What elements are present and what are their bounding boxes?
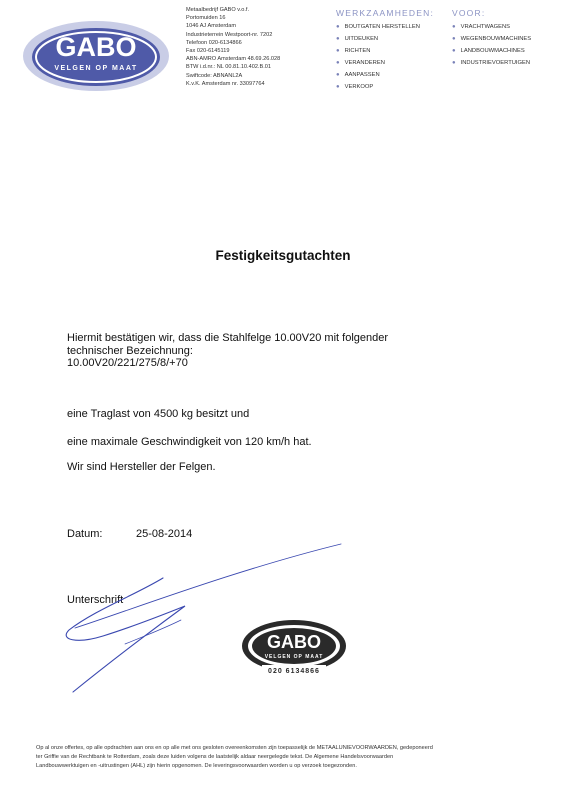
list-item: ● VERANDEREN: [336, 57, 456, 69]
footer-line: ter Griffie van de Rechtbank te Rotterdam, zoals deze luiden volgens de laatstelijk aldaar neergelegde tekst. De Algemene Handelsvoorwaarden: [36, 754, 394, 760]
footer-line: Landbouwwerktuigen en -uitrustingen (AHL) zijn hierin opgenomen. De leveringsvoorwaarden worden u op verzoek toegezonden.: [36, 763, 357, 769]
list-item: ● RICHTEN: [336, 45, 456, 57]
logo-brand: GABO: [55, 32, 137, 62]
footer-line: Op al onze offertes, op alle opdrachten aan ons en op alle met ons gesloten overeenkomsten zijn toepasselijk de METAALUNIEVOORWAARDEN, gedeponeerd: [36, 745, 433, 751]
list-item: ● INDUSTRIEVOERTUIGEN: [452, 57, 564, 69]
list-item: ● VERKOOP: [336, 81, 456, 93]
company-line: Swiftcode: ABNANL2A: [186, 72, 243, 79]
footer-terms: [36, 744, 536, 771]
list-item: ● VRACHTWAGENS: [452, 21, 564, 33]
list-item: ● AANPASSEN: [336, 69, 456, 81]
bullet-icon: ●: [452, 60, 456, 66]
bullet-icon: ●: [452, 36, 456, 42]
logo-tagline: VELGEN OP MAAT: [54, 65, 138, 72]
bullet-icon: ●: [336, 48, 340, 54]
company-line: BTW i.d.nr.: NL 00.81.10.402.B.01: [186, 64, 271, 71]
stamp-phone: 020 6134866: [268, 668, 320, 675]
company-line: Metaalbedrijf GABO v.o.f.: [186, 7, 250, 13]
company-line: Portomuiden 16: [186, 15, 226, 22]
company-info: [186, 6, 316, 88]
company-line: Telefoon 020-6134866: [186, 39, 242, 46]
bullet-icon: ●: [336, 84, 340, 90]
manufacturer-line: Wir sind Hersteller der Felgen.: [67, 461, 216, 473]
date-label: Datum:: [67, 528, 103, 540]
bullet-icon: ●: [452, 24, 456, 30]
list-item: ● BOUTGATEN HERSTELLEN: [336, 21, 456, 33]
company-line: 1046 AJ Amsterdam: [186, 23, 237, 30]
bullet-icon: ●: [336, 72, 340, 78]
bullet-icon: ●: [336, 24, 340, 30]
date-value: 25-08-2014: [136, 528, 193, 540]
company-line: Industrieterrein Westpoort-nr. 7202: [186, 31, 273, 38]
intro-paragraph: [67, 332, 388, 370]
signature-label: Unterschrift: [67, 594, 124, 606]
stamp-brand: GABO: [267, 632, 321, 652]
intro-line: Hiermit bestätigen wir, dass die Stahlfelge 10.00V20 mit folgender: [67, 332, 389, 344]
stamp-tagline: VELGEN OP MAAT: [264, 654, 324, 660]
list-item: ● WEGENBOUWMACHINES: [452, 33, 564, 45]
bullet-icon: ●: [336, 36, 340, 42]
gabo-logo: [22, 20, 170, 92]
bullet-icon: ●: [336, 60, 340, 66]
intro-line: technischer Bezeichnung:: [67, 344, 193, 357]
vehicles-list: [452, 8, 564, 69]
bullet-icon: ●: [452, 48, 456, 54]
load-line: eine Traglast von 4500 kg besitzt und: [67, 408, 250, 420]
speed-line: eine maximale Geschwindigkeit von 120 km/h hat.: [67, 436, 312, 448]
services-list: [336, 8, 456, 93]
company-stamp: [240, 618, 348, 678]
company-line: Fax 020-6145119: [186, 48, 230, 55]
list-item: ● UITDEUKEN: [336, 33, 456, 45]
vehicles-title: VOOR:: [452, 8, 486, 18]
intro-line: 10.00V20/221/275/8/+70: [67, 357, 188, 369]
services-title: WERKZAAMHEDEN:: [336, 8, 435, 18]
company-line: ABN-AMRO Amsterdam 48.69.26.028: [186, 56, 281, 63]
list-item: ● LANDBOUWMACHINES: [452, 45, 564, 57]
document-title: Festigkeitsgutachten: [215, 248, 351, 263]
company-line: K.v.K. Amsterdam nr. 33097764: [186, 80, 265, 87]
